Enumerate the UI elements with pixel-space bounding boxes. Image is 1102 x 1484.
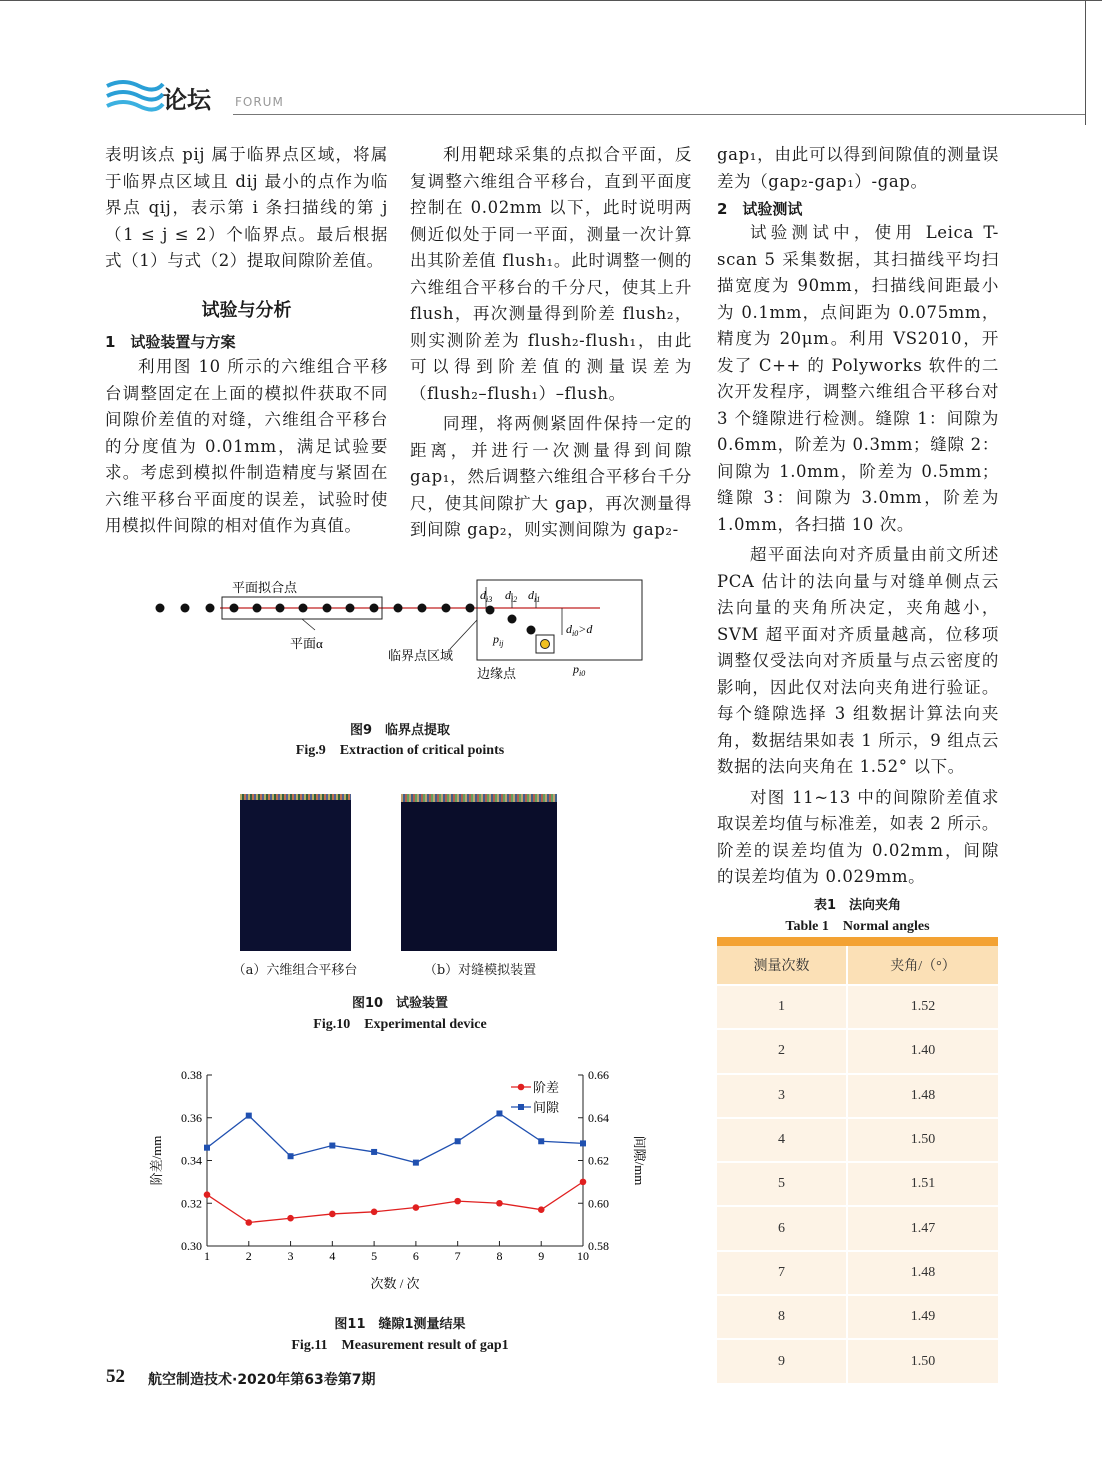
- chart-left-tick-label: 0.34: [181, 1153, 202, 1168]
- chart-x-label: 次数 / 次: [370, 1276, 420, 1291]
- table-cell-angle: 1.40: [910, 1043, 936, 1059]
- series-0-point: [413, 1204, 420, 1211]
- fig11-caption-cn: 图11 缝隙1测量结果: [334, 1317, 466, 1332]
- legend-label-0: 阶差: [533, 1080, 560, 1095]
- header-rule: [233, 114, 1085, 115]
- table-cell-index: 3: [717, 1074, 847, 1118]
- series-1-point: [371, 1149, 377, 1155]
- series-1-point: [288, 1153, 294, 1159]
- fig10-caption-en: Fig.10 Experimental device: [313, 1017, 487, 1032]
- fig9-pi0: $p_{i0}$: [573, 662, 586, 678]
- col1-para1: 表明该点 pij 属于临界点区域，将属于临界点区域且 dij 最小的点作为临界点 qij，表示第 i 条扫描线的第 j（1 ≤ j ≤ 2）个临界点。最后根据式（1）与式（2）提取间隙阶差值。: [105, 145, 388, 270]
- fig10-photo-b-noise: [401, 794, 557, 802]
- chart-left-tick-label: 0.38: [181, 1068, 202, 1082]
- table1: [717, 937, 998, 1383]
- table-row: [717, 1206, 998, 1250]
- chart-x-tick-label: 9: [538, 1249, 545, 1263]
- fig9-caption-cn: 图9 临界点提取: [349, 723, 451, 738]
- fig10-caption-cn: 图10 试验装置: [351, 996, 449, 1011]
- chart-x-tick-label: 10: [577, 1249, 589, 1263]
- chart-left-y-label: 阶差/mm: [149, 1135, 164, 1186]
- chart-right-tick-label: 0.66: [588, 1068, 609, 1082]
- col3-para3: 超平面法向对齐质量由前文所述 PCA 估计的法向量与对缝单侧点云法向量的夹角所决定，夹角越小，SVM 超平面对齐质量越高，位移项调整仅受法向对齐质量与点云密度的影响，因此仅对法向夹角进行验证。每个缝隙选择 3 组数据计算法向夹角，数据结果如表 1 所示，9 组点云数据的法向夹角在 1.52° 以下。: [717, 545, 999, 776]
- fig9-label-plane-fit: 平面拟合点: [232, 580, 298, 595]
- subheading-2: 2 试验测试: [717, 200, 803, 218]
- series-1-point: [329, 1143, 335, 1149]
- table1-caption-cn: 表1 法向夹角: [813, 898, 902, 913]
- fig9-label-plane: 平面α: [290, 636, 323, 651]
- series-1-point: [413, 1160, 419, 1166]
- series-0-point: [371, 1209, 378, 1216]
- table-row: [717, 1029, 998, 1073]
- chart-right-tick-label: 0.58: [588, 1239, 609, 1253]
- series-0-point: [538, 1206, 545, 1213]
- chart-left-tick-label: 0.30: [181, 1239, 202, 1253]
- table-cell-index: 6: [717, 1206, 847, 1250]
- section-heading: 试验与分析: [201, 300, 292, 321]
- journal-name: 航空制造技术·2020年第63卷第7期: [148, 1372, 376, 1388]
- fig10-photo-a: [240, 794, 351, 951]
- chart-left-tick-label: 0.32: [181, 1196, 202, 1211]
- col2-para2: 同理，将两侧紧固件保持一定的距离，并进行一次测量得到间隙 gap₁，然后调整六维组合平移台千分尺，使其间隙扩大 gap，再次测量得到间隙 gap₂，则实测间隙为 gap₂-: [410, 414, 692, 539]
- chart-left-tick-label: 0.36: [181, 1110, 202, 1125]
- fig11-line-chart: [135, 1060, 655, 1300]
- table-cell-angle: 1.52: [910, 999, 936, 1015]
- table-header-cell: 测量次数: [717, 946, 847, 985]
- right-margin-line: [1085, 0, 1086, 125]
- table-row: [717, 1251, 998, 1295]
- wave-logo-icon: [105, 78, 165, 116]
- fig9-d13: $d_{i3}$: [480, 588, 493, 604]
- series-1-point: [246, 1113, 252, 1119]
- fig9-label-edge: 边缘点: [477, 666, 517, 681]
- table-cell-angle: 1.50: [910, 1132, 936, 1148]
- table-cell-index: 5: [717, 1162, 847, 1206]
- fig10-photo-b: [401, 794, 557, 951]
- series-0-point: [580, 1179, 587, 1186]
- table1-caption-en: Table 1 Normal angles: [785, 919, 930, 934]
- table-cell-angle: 1.47: [910, 1220, 936, 1236]
- col3-para1: gap₁，由此可以得到间隙值的测量误差为（gap₂-gap₁）-gap。: [717, 145, 999, 191]
- series-1-point: [455, 1138, 461, 1144]
- table-row: [717, 1074, 998, 1118]
- legend-label-1: 间隙: [533, 1100, 560, 1115]
- legend-marker-0: [518, 1084, 525, 1091]
- chart-right-tick-label: 0.64: [588, 1110, 609, 1125]
- table-cell-index: 9: [717, 1339, 847, 1382]
- subheading-1: 1 试验装置与方案: [105, 333, 236, 351]
- top-border: [0, 0, 1102, 1]
- series-0-line: [207, 1182, 583, 1223]
- chart-x-tick-label: 3: [287, 1249, 294, 1263]
- table1-top-bar: [717, 937, 998, 946]
- table-row: [717, 1118, 998, 1162]
- fig9-label-region: 临界点区域: [388, 648, 454, 663]
- series-0-point: [287, 1215, 294, 1222]
- table-cell-angle: 1.49: [910, 1309, 936, 1325]
- col1-para2: 利用图 10 所示的六维组合平移台调整固定在上面的模拟件获取不同间隙价差值的对缝，六维组合平移台的分度值为 0.01mm，满足试验要求。考虑到模拟件制造精度与紧固在六维平移台平面度的误差，试验时使用模拟件间隙的相对值作为真值。: [105, 357, 388, 535]
- table-cell-angle: 1.48: [910, 1087, 936, 1103]
- series-1-point: [496, 1110, 502, 1116]
- fig10-photo-a-noise: [240, 794, 351, 800]
- logo-text: 论坛: [163, 86, 211, 114]
- table-cell-index: 2: [717, 1029, 847, 1073]
- series-0-point: [329, 1211, 336, 1218]
- table-row: [717, 1162, 998, 1206]
- header-logo: [105, 78, 605, 118]
- table-cell-index: 4: [717, 1118, 847, 1162]
- page-number: 52: [106, 1366, 125, 1387]
- logo-forum: FORUM: [235, 95, 284, 109]
- series-0-point: [245, 1219, 252, 1226]
- fig9-d11: $d_{i1}$: [528, 588, 541, 604]
- series-0-point: [204, 1191, 211, 1198]
- fig10-sub-b: （b）对缝模拟装置: [423, 963, 537, 978]
- series-1-point: [580, 1140, 586, 1146]
- legend-marker-1: [518, 1104, 524, 1110]
- chart-right-y-label: 间隙/mm: [632, 1135, 647, 1186]
- table-row: [717, 985, 998, 1029]
- table-header-row: [717, 946, 998, 985]
- fig10-sub-a: （a）六维组合平移台: [232, 963, 358, 978]
- series-0-point: [496, 1200, 503, 1207]
- chart-x-tick-label: 6: [412, 1249, 419, 1263]
- series-1-point: [538, 1138, 544, 1144]
- chart-x-tick-label: 8: [496, 1249, 503, 1263]
- fig9-pij: $p_{ij}$: [493, 632, 504, 648]
- col3-para4: 对图 11~13 中的间隙阶差值求取误差均值与标准差，如表 2 所示。阶差的误差均值为 0.02mm，间隙的误差均值为 0.029mm。: [717, 787, 999, 886]
- col2-para1: 利用靶球采集的点拟合平面，反复调整六维组合平移台，直到平面度控制在 0.02mm 以下，此时说明两侧近似处于同一平面，测量一次计算出其阶差值 flush₁。此时调整一侧的六维组合平移台的千分尺，使其上升 flush，再次测量得到阶差 flush₂，则实测阶差为 flush₂-flush₁，由此可以得到阶差值的测量误差为（flush₂–flush₁）–flush。: [410, 145, 692, 403]
- figure-9-diagram: [150, 575, 650, 690]
- chart-x-tick-label: 2: [245, 1249, 252, 1263]
- fig11-caption-en: Fig.11 Measurement result of gap1: [291, 1338, 509, 1353]
- chart-right-tick-label: 0.60: [588, 1196, 609, 1211]
- fig9-caption-en: Fig.9 Extraction of critical points: [295, 743, 505, 758]
- table-cell-index: 8: [717, 1295, 847, 1339]
- table-cell-angle: 1.50: [910, 1353, 936, 1369]
- fig9-di0: $d_{i0}>d$: [566, 622, 593, 638]
- table-cell-angle: 1.51: [910, 1176, 936, 1192]
- table-cell-index: 1: [717, 985, 847, 1029]
- chart-x-tick-label: 5: [371, 1249, 378, 1263]
- chart-right-tick-label: 0.62: [588, 1153, 609, 1168]
- fig9-d12: $d_{i2}$: [505, 588, 518, 604]
- chart-x-tick-label: 1: [204, 1249, 210, 1263]
- series-1-point: [204, 1145, 210, 1151]
- chart-x-tick-label: 4: [329, 1249, 336, 1263]
- table-cell-angle: 1.48: [910, 1264, 936, 1280]
- col3-para2: 试验测试中，使用 Leica T-scan 5 采集数据，其扫描线平均扫描宽度为 90mm，扫描线间距最小为 0.1mm，点间距为 0.075mm，精度为 20μm。利用 VS2010，开发了 C++ 的 Polyworks 软件的二次开发程序，调整六维组合平移台对 3 个缝隙进行检测。缝隙 1：间隙为 0.6mm，阶差为 0.3mm；缝隙 2：间隙为 1.0mm，阶差为 0.5mm；缝隙 3：间隙为 3.0mm，阶差为 1.0mm，各扫描 10 次。: [717, 223, 999, 534]
- chart-x-tick-label: 7: [454, 1249, 461, 1263]
- table-row: [717, 1339, 998, 1382]
- series-0-point: [454, 1198, 461, 1205]
- table-header-cell: 夹角/（°）: [890, 959, 956, 974]
- table-row: [717, 1295, 998, 1339]
- series-1-line: [207, 1113, 583, 1162]
- table-cell-index: 7: [717, 1251, 847, 1295]
